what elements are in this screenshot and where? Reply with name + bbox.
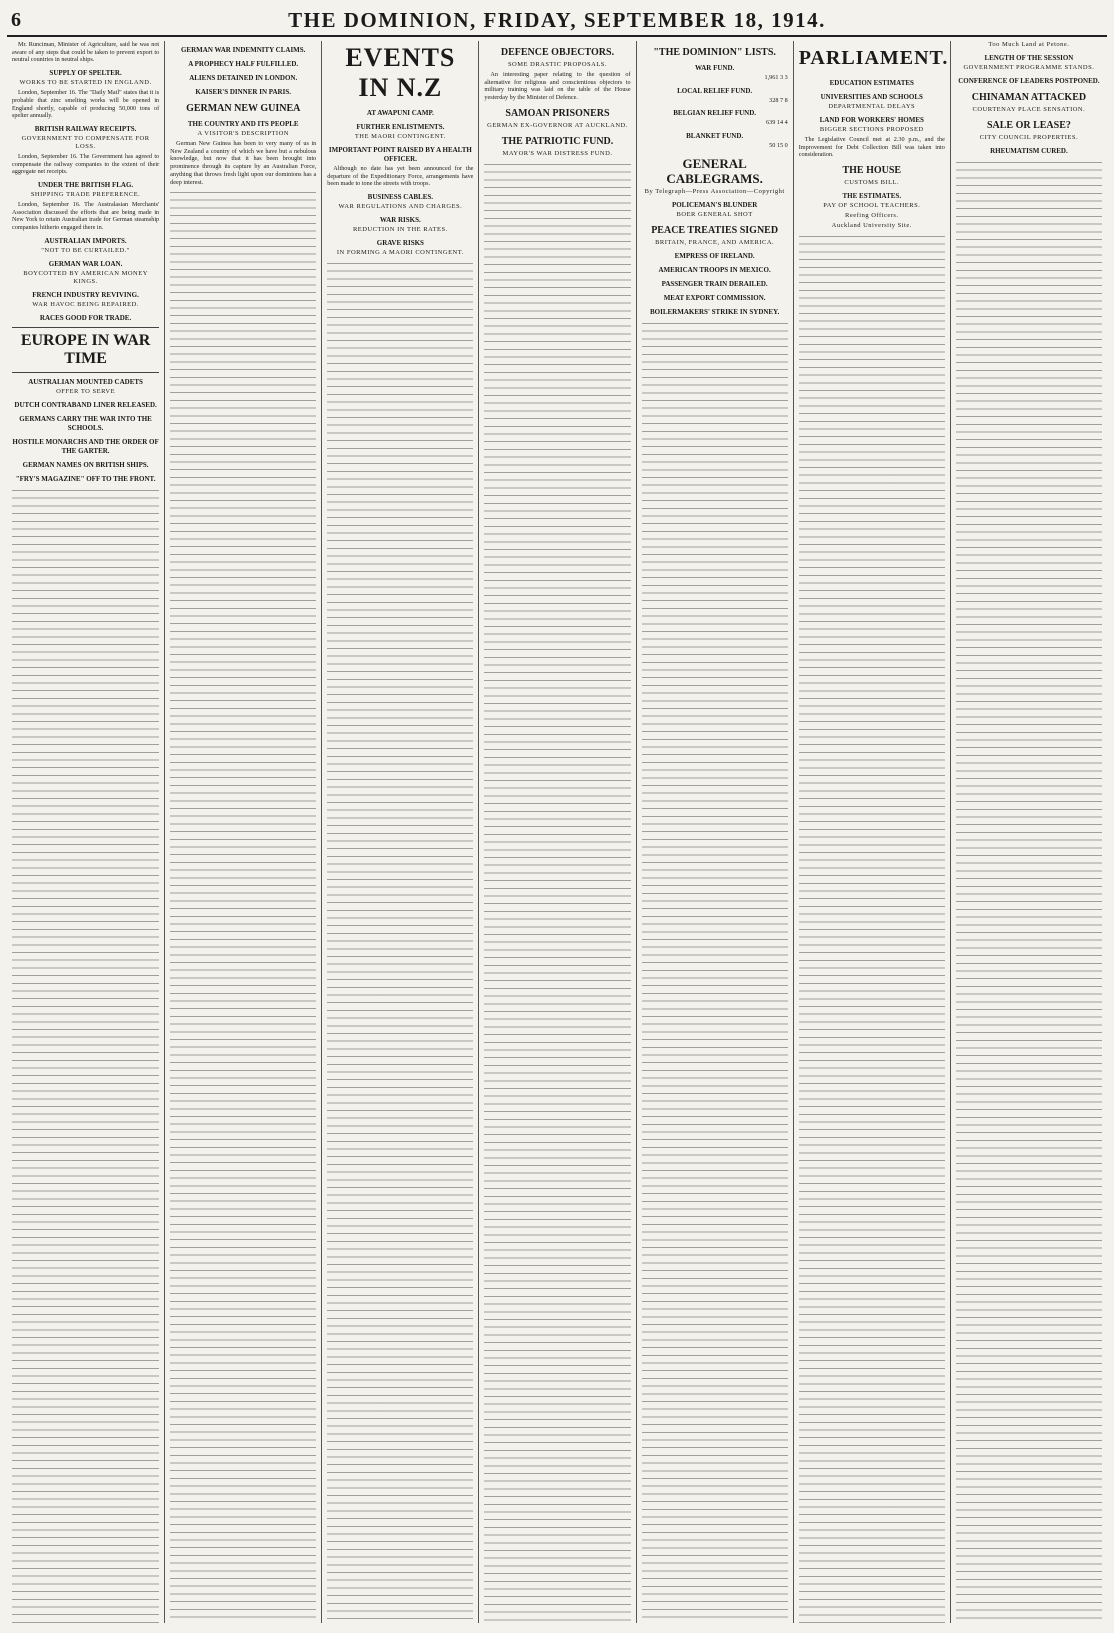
headline: FURTHER ENLISTMENTS. [356,123,445,131]
headline: PASSENGER TRAIN DERAILED. [661,279,768,288]
fund-title: LOCAL RELIEF FUND. [677,86,753,95]
section-headline: GERMAN NEW GUINEA [186,103,301,114]
subheadline: By Telegraph—Press Association—Copyright [644,187,785,195]
subheadline: CITY COUNCIL PROPERTIES. [979,134,1079,141]
headline: POLICEMAN'S BLUNDER [671,200,758,209]
fund-title: BLANKET FUND. [686,132,744,141]
article-text: London, September 16. The Australasian Merchants' Association discussed the efforts that are being made in New York to retain Australian trade for German steamship companies hitherto engaged there in. [12,201,160,232]
subheadline: Too Much Land at Petone. [988,41,1070,48]
column-5 [636,41,793,1623]
fund-total: 1,961 3 3 [764,74,788,81]
section-headline: PARLIAMENT. [798,47,949,69]
headline: GERMANS CARRY THE WAR INTO THE SCHOOLS. [19,414,152,432]
headline: FRENCH INDUSTRY REVIVING. [32,290,139,299]
column-1 [7,41,164,1623]
subheadline: WAR REGULATIONS AND CHARGES. [338,203,463,211]
section-headline: EUROPE IN WAR TIME [12,327,159,373]
body-text-lines [12,488,159,1623]
headline: IMPORTANT POINT RAISED BY A HEALTH OFFICER. [328,146,472,163]
headline: KAISER'S DINNER IN PARIS. [195,88,291,96]
headline: GERMAN WAR LOAN. [48,259,123,268]
subheadline: THE MAORI CONTINGENT. [354,133,446,140]
headline: ALIENS DETAINED IN LONDON. [189,74,298,82]
headline: AMERICAN TROOPS IN MEXICO. [658,265,771,274]
body-text-lines [799,234,945,1623]
headline: GERMAN WAR INDEMNITY CLAIMS. [180,46,306,54]
subheadline: OFFER TO SERVE [56,387,116,395]
subheadline: SOME DRASTIC PROPOSALS. [507,61,608,68]
headline: CHINAMAN ATTACKED [971,92,1087,103]
headline: GENERAL CABLEGRAMS. [666,155,763,186]
column-6 [793,41,950,1623]
subheadline: SHIPPING TRADE PREFERENCE. [30,191,141,199]
fund-title: BELGIAN RELIEF FUND. [673,109,757,118]
fund-total: 639 14 4 [766,119,788,127]
fund-total: 328 7 8 [769,96,788,104]
column-grid [7,41,1107,1623]
article-text: Mr. Runciman, Minister of Agriculture, said he was not aware of any steps that could be taken to prevent export to neutral countries in neutral ships. [12,41,160,64]
headline: UNIVERSITIES AND SCHOOLS [820,93,923,101]
headline: GERMAN NAMES ON BRITISH SHIPS. [22,460,149,469]
headline: THE COUNTRY AND ITS PEOPLE [187,120,299,128]
headline: RACES GOOD FOR TRADE. [39,313,132,322]
headline: PEACE TREATIES SIGNED [651,224,779,236]
body-text-lines [327,261,473,1623]
headline: MEAT EXPORT COMMISSION. [663,293,766,302]
body-text-lines [484,162,630,1623]
subheadline: Auckland University Site. [831,222,912,230]
subheadline: A VISITOR'S DESCRIPTION [197,130,289,137]
headline: SUPPLY OF SPELTER. [49,69,122,78]
newspaper-page [7,5,1107,1623]
subheadline: GOVERNMENT TO COMPENSATE FOR LOSS. [21,134,150,150]
article-text: London, September 16. The Government has agreed to compensate the railway companies to the extent of their aggregate net receipts. [12,152,160,176]
body-text-lines [642,321,788,1623]
headline: THE HOUSE [842,165,902,177]
headline: DUTCH CONTRABAND LINER RELEASED. [14,400,157,409]
body-text-lines [170,190,316,1623]
headline: BOILERMAKERS' STRIKE IN SYDNEY. [649,307,780,316]
headline: THE ESTIMATES. [842,192,902,201]
subheadline: WAR HAVOC BEING REPAIRED. [32,300,139,308]
subheadline: DEPARTMENTAL DELAYS [828,103,916,110]
headline: HOSTILE MONARCHS AND THE ORDER OF THE GARTER. [12,437,159,455]
subheadline: IN FORMING A MAORI CONTINGENT. [336,249,464,257]
page-number: 6 [11,8,21,31]
headline: A PROPHECY HALF FULFILLED. [188,60,299,68]
article-text: An interesting paper relating to the question of alternative for religious and conscientious objectors to military training was laid on the table of the House yesterday by the Minister of Defence. [484,71,631,102]
subheadline: MAYOR'S WAR DISTRESS FUND. [502,149,613,157]
subheadline: WORKS TO BE STARTED IN ENGLAND. [19,79,152,87]
article-text: The Legislative Council met at 2.30 p.m., and the Improvement for Debt Collection Bill was taken into consideration. [798,136,945,159]
subheadline: BIGGER SECTIONS PROPOSED [819,126,924,133]
subheadline: CUSTOMS BILL. [844,179,900,187]
article-text: German New Guinea has been to very many of us in New Zealand a country of which we have but a nebulous knowledge, but now that it has been brought into prominence through its capture by an Australian Force, anything that throws fresh light upon our dominions has a deep interest. [170,140,317,186]
subheadline: PAY OF SCHOOL TEACHERS. [823,202,921,210]
headline: BUSINESS CABLES. [367,193,434,202]
masthead [7,5,1107,37]
headline: RHEUMATISM CURED. [990,147,1068,155]
headline: AUSTRALIAN MOUNTED CADETS [28,377,143,386]
column-7 [950,41,1107,1623]
headline: GRAVE RISKS [376,239,424,248]
headline: "FRY'S MAGAZINE" OFF TO THE FRONT. [15,474,156,483]
subheadline: Reefing Officers. [845,212,899,220]
headline: SAMOAN PRISONERS [505,107,610,119]
headline: LENGTH OF THE SESSION [984,54,1074,62]
headline: AUSTRALIAN IMPORTS. [44,236,127,245]
fund-total: 50 15 0 [769,142,788,150]
column-4 [478,41,635,1623]
headline: THE PATRIOTIC FUND. [501,135,614,147]
article-text: Although no date has yet been announced for the departure of the Expeditionary Force, arrangements have been made to tone the streets with troops. [327,165,474,188]
headline: WAR RISKS. [379,216,421,225]
headline: UNDER THE BRITISH FLAG. [37,181,134,190]
headline: AT AWAPUNI CAMP. [366,109,434,117]
subheadline: BOYCOTTED BY AMERICAN MONEY KINGS. [23,269,148,285]
headline: BRITISH RAILWAY RECEIPTS. [34,124,137,133]
subheadline: BOER GENERAL SHOT [676,210,753,218]
subheadline: GERMAN EX-GOVERNOR AT AUCKLAND. [487,121,628,129]
headline: "THE DOMINION" LISTS. [653,47,776,58]
headline: CONFERENCE OF LEADERS POSTPONED. [958,77,1100,85]
headline: DEFENCE OBJECTORS. [500,47,615,58]
column-2 [164,41,321,1623]
section-headline: EVENTS IN N.Z [345,43,456,102]
subheadline: GOVERNMENT PROGRAMME STANDS. [963,64,1095,71]
newspaper-title: THE DOMINION, FRIDAY, SEPTEMBER 18, 1914. [288,7,826,32]
headline: SALE OR LEASE? [986,120,1071,131]
headline: EMPRESS OF IRELAND. [674,251,755,260]
subheadline: "NOT TO BE CURTAILED." [41,246,130,254]
headline: LAND FOR WORKERS' HOMES [819,116,924,124]
subheadline: BRITAIN, FRANCE, AND AMERICA. [655,238,775,246]
subheadline: REDUCTION IN THE RATES. [352,226,448,234]
column-3 [321,41,478,1623]
subheadline: COURTENAY PLACE SENSATION. [972,106,1086,113]
fund-title: WAR FUND. [694,64,735,72]
article-text: London, September 16. The "Daily Mail" states that it is probable that zinc smelting works will be opened in England shortly, capable of producing 50,000 tons of spelter annually. [12,89,160,120]
headline: EDUCATION ESTIMATES [829,79,914,87]
body-text-lines [956,160,1102,1623]
